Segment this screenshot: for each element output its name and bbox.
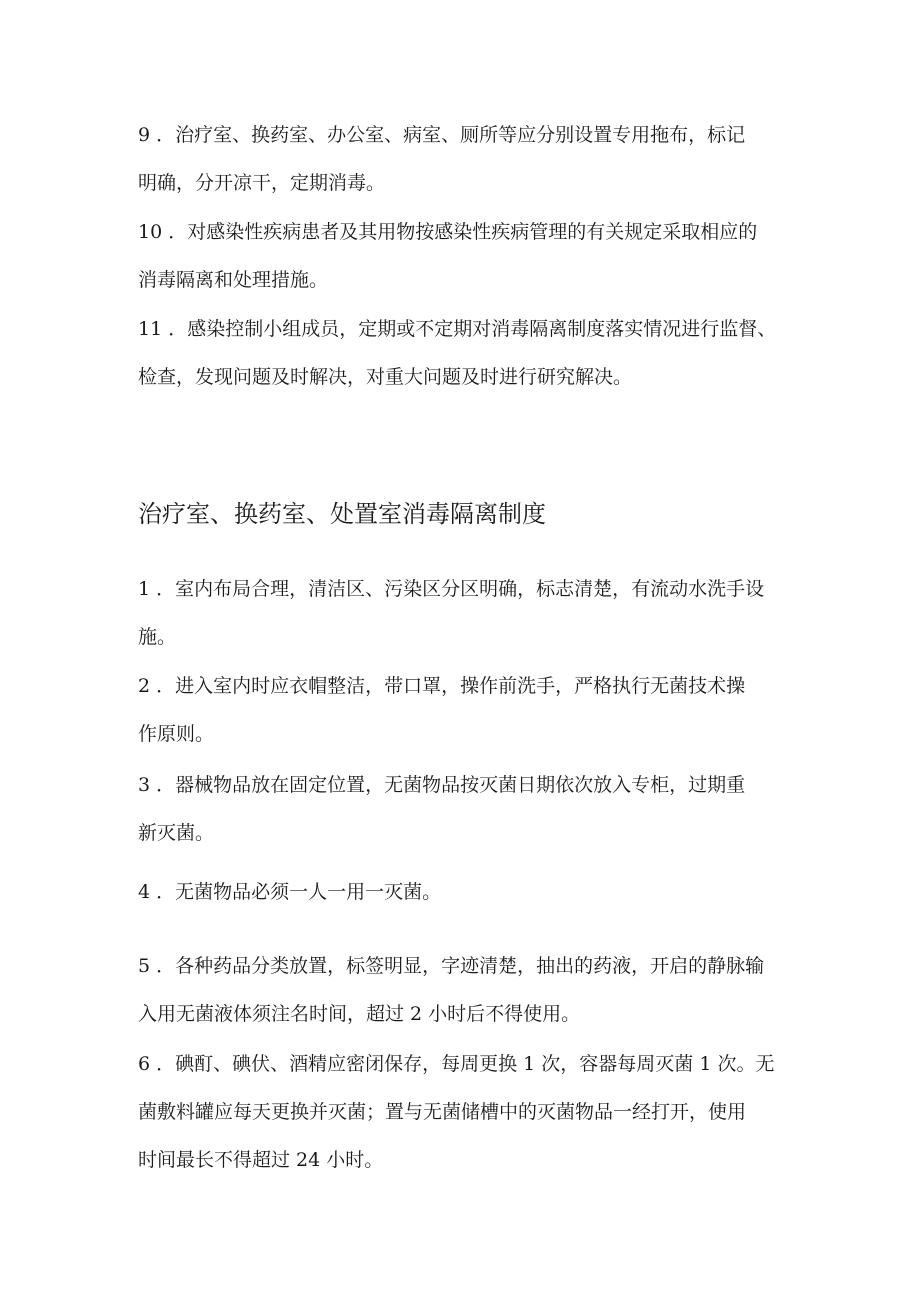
item-3 [138, 761, 798, 857]
item-1 [138, 565, 798, 661]
item-3-line-2: 新灭菌。 [138, 822, 215, 844]
item-1-line-2: 施。 [138, 626, 177, 648]
item-6-line-2: 菌敷料罐应每天更换并灭菌；置与无菌储槽中的灭菌物品一经打开，使用 [138, 1101, 747, 1123]
item-4-line-1: 4 ．无菌物品必须一人一用一灭菌。 [138, 881, 442, 903]
item-5-line-2: 入用无菌液体须注名时间，超过 2 小时后不得使用。 [138, 1003, 581, 1025]
item-2-line-2: 作原则。 [138, 723, 215, 745]
item-11 [138, 305, 798, 401]
item-9 [138, 111, 798, 207]
item-10-line-2: 消毒隔离和处理措施。 [138, 269, 329, 291]
item-11-line-1: 11 ．感染控制小组成员，定期或不定期对消毒隔离制度落实情况进行监督、 [138, 318, 777, 340]
item-1-line-1: 1 ．室内布局合理，清洁区、污染区分区明确，标志清楚，有流动水洗手设 [138, 578, 765, 600]
item-5-line-1: 5 ．各种药品分类放置，标签明显，字迹清楚，抽出的药液，开启的静脉输 [138, 955, 765, 977]
section-title: 治疗室、换药室、处置室消毒隔离制度 [138, 500, 546, 528]
item-2 [138, 662, 798, 758]
item-4 [138, 868, 798, 916]
item-10 [138, 208, 798, 304]
item-11-line-2: 检查，发现问题及时解决，对重大问题及时进行研究解决。 [138, 366, 633, 388]
item-9-line-2: 明确，分开凉干，定期消毒。 [138, 172, 386, 194]
item-10-line-1: 10 ．对感染性疾病患者及其用物按感染性疾病管理的有关规定采取相应的 [138, 221, 758, 243]
item-2-line-1: 2 ．进入室内时应衣帽整洁，带口罩，操作前洗手，严格执行无菌技术操 [138, 675, 746, 697]
item-9-line-1: 9 ．治疗室、换药室、办公室、病室、厕所等应分别设置专用拖布，标记 [138, 124, 746, 146]
item-6 [138, 1040, 798, 1184]
item-3-line-1: 3 ．器械物品放在固定位置，无菌物品按灭菌日期依次放入专柜，过期重 [138, 774, 746, 796]
item-6-line-3: 时间最长不得超过 24 小时。 [138, 1149, 384, 1171]
item-6-line-1: 6 ．碘酊、碘伏、酒精应密闭保存，每周更换 1 次，容器每周灭菌 1 次。无 [138, 1053, 775, 1075]
item-5 [138, 942, 798, 1038]
